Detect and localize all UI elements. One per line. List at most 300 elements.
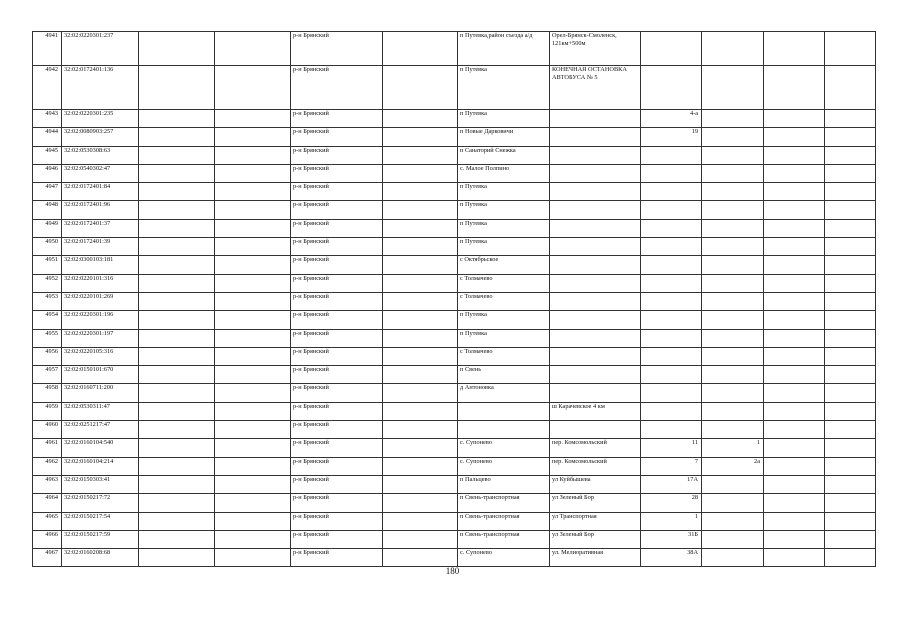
empty-cell bbox=[383, 512, 458, 530]
empty-cell bbox=[139, 475, 215, 493]
cadastral-number-cell: 32:02:0220301:196 bbox=[62, 311, 139, 329]
building-number-cell bbox=[702, 402, 764, 420]
house-number-cell: 31Б bbox=[641, 530, 702, 548]
house-number-cell: 38А bbox=[641, 549, 702, 567]
empty-cell bbox=[764, 274, 825, 292]
district-cell: р-н Брянский bbox=[291, 347, 383, 365]
district-cell: р-н Брянский bbox=[291, 549, 383, 567]
cadastral-number-cell: 32:02:0150217:59 bbox=[62, 530, 139, 548]
locality-cell: п Свень-транспортная bbox=[458, 494, 550, 512]
house-number-cell: 28 bbox=[641, 494, 702, 512]
locality-cell: с Октябрьское bbox=[458, 256, 550, 274]
locality-cell: п Свень-транспортная bbox=[458, 530, 550, 548]
registry-table-body bbox=[33, 32, 876, 567]
empty-cell bbox=[215, 219, 291, 237]
building-number-cell bbox=[702, 421, 764, 439]
empty-cell bbox=[764, 183, 825, 201]
district-cell: р-н Брянский bbox=[291, 32, 383, 66]
street-cell bbox=[550, 164, 641, 182]
empty-cell bbox=[215, 110, 291, 128]
row-number-cell: 4962 bbox=[33, 457, 62, 475]
empty-cell bbox=[215, 329, 291, 347]
cadastral-number-cell: 32:02:0220105:316 bbox=[62, 347, 139, 365]
empty-cell bbox=[383, 219, 458, 237]
street-cell: Орел-Брянск-Смоленск, 121км+500м bbox=[550, 32, 641, 66]
building-number-cell bbox=[702, 183, 764, 201]
table-row bbox=[33, 366, 876, 384]
empty-cell bbox=[215, 530, 291, 548]
empty-cell bbox=[383, 530, 458, 548]
row-number-cell: 4958 bbox=[33, 384, 62, 402]
table-row bbox=[33, 311, 876, 329]
row-number-cell: 4952 bbox=[33, 274, 62, 292]
empty-cell bbox=[139, 110, 215, 128]
table-row bbox=[33, 384, 876, 402]
table-row bbox=[33, 66, 876, 110]
cadastral-number-cell: 32:02:0160711:200 bbox=[62, 384, 139, 402]
empty-cell bbox=[764, 128, 825, 146]
building-number-cell bbox=[702, 219, 764, 237]
house-number-cell: 7 bbox=[641, 457, 702, 475]
empty-cell bbox=[383, 402, 458, 420]
cadastral-number-cell: 32:02:0160104:214 bbox=[62, 457, 139, 475]
empty-cell bbox=[764, 347, 825, 365]
locality-cell: п Путевка bbox=[458, 110, 550, 128]
locality-cell: с. Супонево bbox=[458, 457, 550, 475]
row-number-cell: 4961 bbox=[33, 439, 62, 457]
locality-cell: п Путевка bbox=[458, 311, 550, 329]
empty-cell bbox=[825, 256, 876, 274]
cadastral-number-cell: 32:02:0080903:257 bbox=[62, 128, 139, 146]
empty-cell bbox=[825, 530, 876, 548]
table-row bbox=[33, 530, 876, 548]
cadastral-number-cell: 32:02:0540302:47 bbox=[62, 164, 139, 182]
locality-cell: п Пальцево bbox=[458, 475, 550, 493]
table-row bbox=[33, 238, 876, 256]
empty-cell bbox=[215, 292, 291, 310]
row-number-cell: 4943 bbox=[33, 110, 62, 128]
page-number: 180 bbox=[445, 566, 460, 576]
empty-cell bbox=[215, 201, 291, 219]
building-number-cell bbox=[702, 164, 764, 182]
table-row bbox=[33, 402, 876, 420]
empty-cell bbox=[215, 32, 291, 66]
cadastral-number-cell: 32:02:0300103:181 bbox=[62, 256, 139, 274]
house-number-cell bbox=[641, 32, 702, 66]
empty-cell bbox=[825, 494, 876, 512]
row-number-cell: 4945 bbox=[33, 146, 62, 164]
district-cell: р-н Брянский bbox=[291, 311, 383, 329]
house-number-cell bbox=[641, 292, 702, 310]
district-cell: р-н Брянский bbox=[291, 494, 383, 512]
row-number-cell: 4963 bbox=[33, 475, 62, 493]
house-number-cell: 4-а bbox=[641, 110, 702, 128]
locality-cell: п Свень-транспортная bbox=[458, 512, 550, 530]
empty-cell bbox=[825, 146, 876, 164]
street-cell bbox=[550, 128, 641, 146]
empty-cell bbox=[383, 311, 458, 329]
cadastral-number-cell: 32:02:0220101:269 bbox=[62, 292, 139, 310]
building-number-cell: 1 bbox=[702, 439, 764, 457]
street-cell bbox=[550, 146, 641, 164]
cadastral-number-cell: 32:02:0251217:47 bbox=[62, 421, 139, 439]
building-number-cell bbox=[702, 256, 764, 274]
empty-cell bbox=[383, 366, 458, 384]
cadastral-number-cell: 32:02:0150101:670 bbox=[62, 366, 139, 384]
empty-cell bbox=[139, 530, 215, 548]
house-number-cell bbox=[641, 256, 702, 274]
building-number-cell bbox=[702, 494, 764, 512]
empty-cell bbox=[383, 201, 458, 219]
house-number-cell bbox=[641, 274, 702, 292]
cadastral-number-cell: 32:02:0150303:41 bbox=[62, 475, 139, 493]
street-cell: ш Карачевское 4 км bbox=[550, 402, 641, 420]
district-cell: р-н Брянский bbox=[291, 421, 383, 439]
empty-cell bbox=[764, 32, 825, 66]
table-row bbox=[33, 128, 876, 146]
cadastral-number-cell: 32:02:0172401:136 bbox=[62, 66, 139, 110]
building-number-cell bbox=[702, 475, 764, 493]
locality-cell: с. Малое Полпино bbox=[458, 164, 550, 182]
empty-cell bbox=[139, 494, 215, 512]
empty-cell bbox=[764, 256, 825, 274]
empty-cell bbox=[215, 256, 291, 274]
empty-cell bbox=[139, 421, 215, 439]
building-number-cell bbox=[702, 530, 764, 548]
registry-table bbox=[32, 31, 876, 567]
district-cell: р-н Брянский bbox=[291, 475, 383, 493]
empty-cell bbox=[825, 274, 876, 292]
empty-cell bbox=[383, 292, 458, 310]
table-row bbox=[33, 494, 876, 512]
empty-cell bbox=[383, 256, 458, 274]
house-number-cell: 11 bbox=[641, 439, 702, 457]
empty-cell bbox=[825, 366, 876, 384]
empty-cell bbox=[139, 512, 215, 530]
house-number-cell bbox=[641, 421, 702, 439]
locality-cell: п Путевка bbox=[458, 201, 550, 219]
table-row bbox=[33, 457, 876, 475]
house-number-cell: 1 bbox=[641, 512, 702, 530]
house-number-cell bbox=[641, 201, 702, 219]
cadastral-number-cell: 32:02:0172401:96 bbox=[62, 201, 139, 219]
row-number-cell: 4964 bbox=[33, 494, 62, 512]
district-cell: р-н Брянский bbox=[291, 439, 383, 457]
house-number-cell: 17А bbox=[641, 475, 702, 493]
empty-cell bbox=[139, 128, 215, 146]
district-cell: р-н Брянский bbox=[291, 457, 383, 475]
empty-cell bbox=[764, 219, 825, 237]
building-number-cell bbox=[702, 201, 764, 219]
empty-cell bbox=[825, 347, 876, 365]
row-number-cell: 4941 bbox=[33, 32, 62, 66]
empty-cell bbox=[139, 366, 215, 384]
empty-cell bbox=[215, 421, 291, 439]
building-number-cell bbox=[702, 66, 764, 110]
cadastral-number-cell: 32:02:0220301:197 bbox=[62, 329, 139, 347]
row-number-cell: 4950 bbox=[33, 238, 62, 256]
empty-cell bbox=[825, 421, 876, 439]
empty-cell bbox=[825, 292, 876, 310]
empty-cell bbox=[825, 457, 876, 475]
empty-cell bbox=[764, 549, 825, 567]
empty-cell bbox=[139, 201, 215, 219]
empty-cell bbox=[825, 402, 876, 420]
street-cell bbox=[550, 183, 641, 201]
empty-cell bbox=[139, 146, 215, 164]
empty-cell bbox=[764, 238, 825, 256]
empty-cell bbox=[825, 66, 876, 110]
row-number-cell: 4953 bbox=[33, 292, 62, 310]
empty-cell bbox=[825, 549, 876, 567]
empty-cell bbox=[383, 347, 458, 365]
empty-cell bbox=[825, 110, 876, 128]
row-number-cell: 4949 bbox=[33, 219, 62, 237]
cadastral-number-cell: 32:02:0150217:54 bbox=[62, 512, 139, 530]
cadastral-number-cell: 32:02:0172401:39 bbox=[62, 238, 139, 256]
table-row bbox=[33, 183, 876, 201]
empty-cell bbox=[139, 164, 215, 182]
house-number-cell bbox=[641, 164, 702, 182]
district-cell: р-н Брянский bbox=[291, 292, 383, 310]
table-row bbox=[33, 421, 876, 439]
locality-cell bbox=[458, 421, 550, 439]
cadastral-number-cell: 32:02:0530308:63 bbox=[62, 146, 139, 164]
empty-cell bbox=[139, 256, 215, 274]
house-number-cell bbox=[641, 183, 702, 201]
cadastral-number-cell: 32:02:0220301:237 bbox=[62, 32, 139, 66]
building-number-cell bbox=[702, 238, 764, 256]
building-number-cell bbox=[702, 128, 764, 146]
building-number-cell bbox=[702, 311, 764, 329]
empty-cell bbox=[825, 164, 876, 182]
empty-cell bbox=[139, 292, 215, 310]
building-number-cell bbox=[702, 384, 764, 402]
empty-cell bbox=[383, 384, 458, 402]
empty-cell bbox=[215, 274, 291, 292]
building-number-cell bbox=[702, 110, 764, 128]
street-cell: пер. Комсомольский bbox=[550, 457, 641, 475]
house-number-cell bbox=[641, 66, 702, 110]
locality-cell: с Толмачево bbox=[458, 274, 550, 292]
building-number-cell bbox=[702, 512, 764, 530]
empty-cell bbox=[139, 549, 215, 567]
empty-cell bbox=[764, 512, 825, 530]
cadastral-number-cell: 32:02:0220301:235 bbox=[62, 110, 139, 128]
empty-cell bbox=[139, 329, 215, 347]
house-number-cell bbox=[641, 329, 702, 347]
district-cell: р-н Брянский bbox=[291, 183, 383, 201]
empty-cell bbox=[383, 494, 458, 512]
table-row bbox=[33, 146, 876, 164]
empty-cell bbox=[764, 402, 825, 420]
empty-cell bbox=[139, 457, 215, 475]
empty-cell bbox=[825, 219, 876, 237]
empty-cell bbox=[383, 475, 458, 493]
locality-cell: с Толмачево bbox=[458, 347, 550, 365]
house-number-cell bbox=[641, 347, 702, 365]
row-number-cell: 4944 bbox=[33, 128, 62, 146]
empty-cell bbox=[215, 347, 291, 365]
empty-cell bbox=[139, 439, 215, 457]
empty-cell bbox=[825, 238, 876, 256]
street-cell bbox=[550, 366, 641, 384]
table-row bbox=[33, 475, 876, 493]
street-cell bbox=[550, 256, 641, 274]
empty-cell bbox=[825, 128, 876, 146]
street-cell bbox=[550, 274, 641, 292]
empty-cell bbox=[215, 311, 291, 329]
row-number-cell: 4966 bbox=[33, 530, 62, 548]
empty-cell bbox=[215, 384, 291, 402]
house-number-cell bbox=[641, 384, 702, 402]
building-number-cell bbox=[702, 549, 764, 567]
empty-cell bbox=[383, 32, 458, 66]
district-cell: р-н Брянский bbox=[291, 366, 383, 384]
empty-cell bbox=[215, 183, 291, 201]
empty-cell bbox=[764, 421, 825, 439]
street-cell bbox=[550, 329, 641, 347]
row-number-cell: 4960 bbox=[33, 421, 62, 439]
street-cell: КОНЕЧНАЯ ОСТАНОВКА АВТОБУСА № 5 bbox=[550, 66, 641, 110]
cadastral-number-cell: 32:02:0172401:37 bbox=[62, 219, 139, 237]
empty-cell bbox=[825, 475, 876, 493]
empty-cell bbox=[383, 238, 458, 256]
empty-cell bbox=[764, 311, 825, 329]
house-number-cell bbox=[641, 146, 702, 164]
locality-cell: п Путевка bbox=[458, 66, 550, 110]
district-cell: р-н Брянский bbox=[291, 146, 383, 164]
empty-cell bbox=[825, 32, 876, 66]
district-cell: р-н Брянский bbox=[291, 384, 383, 402]
district-cell: р-н Брянский bbox=[291, 402, 383, 420]
empty-cell bbox=[383, 128, 458, 146]
cadastral-number-cell: 32:02:0160104:540 bbox=[62, 439, 139, 457]
building-number-cell bbox=[702, 274, 764, 292]
street-cell bbox=[550, 201, 641, 219]
locality-cell: п Путевка bbox=[458, 219, 550, 237]
empty-cell bbox=[139, 274, 215, 292]
empty-cell bbox=[825, 183, 876, 201]
empty-cell bbox=[383, 274, 458, 292]
street-cell bbox=[550, 421, 641, 439]
empty-cell bbox=[764, 146, 825, 164]
building-number-cell bbox=[702, 347, 764, 365]
empty-cell bbox=[215, 475, 291, 493]
house-number-cell bbox=[641, 219, 702, 237]
empty-cell bbox=[383, 164, 458, 182]
district-cell: р-н Брянский bbox=[291, 201, 383, 219]
street-cell bbox=[550, 311, 641, 329]
empty-cell bbox=[139, 32, 215, 66]
empty-cell bbox=[139, 311, 215, 329]
empty-cell bbox=[139, 66, 215, 110]
locality-cell: с. Супонево bbox=[458, 439, 550, 457]
cadastral-number-cell: 32:02:0172401:84 bbox=[62, 183, 139, 201]
street-cell bbox=[550, 292, 641, 310]
empty-cell bbox=[825, 439, 876, 457]
street-cell: ул Транспортная bbox=[550, 512, 641, 530]
locality-cell: с Толмачево bbox=[458, 292, 550, 310]
district-cell: р-н Брянский bbox=[291, 66, 383, 110]
empty-cell bbox=[215, 66, 291, 110]
table-row bbox=[33, 329, 876, 347]
district-cell: р-н Брянский bbox=[291, 219, 383, 237]
building-number-cell bbox=[702, 292, 764, 310]
district-cell: р-н Брянский bbox=[291, 128, 383, 146]
empty-cell bbox=[383, 439, 458, 457]
table-row bbox=[33, 347, 876, 365]
table-row bbox=[33, 32, 876, 66]
street-cell bbox=[550, 219, 641, 237]
table-row bbox=[33, 512, 876, 530]
table-row bbox=[33, 292, 876, 310]
house-number-cell bbox=[641, 311, 702, 329]
cadastral-number-cell: 32:02:0530311:47 bbox=[62, 402, 139, 420]
empty-cell bbox=[764, 384, 825, 402]
empty-cell bbox=[764, 457, 825, 475]
table-row bbox=[33, 274, 876, 292]
empty-cell bbox=[825, 201, 876, 219]
building-number-cell bbox=[702, 32, 764, 66]
cadastral-number-cell: 32:02:0150217:72 bbox=[62, 494, 139, 512]
empty-cell bbox=[764, 530, 825, 548]
empty-cell bbox=[825, 329, 876, 347]
empty-cell bbox=[215, 146, 291, 164]
empty-cell bbox=[215, 494, 291, 512]
locality-cell: д Антоновка bbox=[458, 384, 550, 402]
empty-cell bbox=[383, 110, 458, 128]
locality-cell: п Путевка,район съезда а/д bbox=[458, 32, 550, 66]
house-number-cell bbox=[641, 238, 702, 256]
row-number-cell: 4948 bbox=[33, 201, 62, 219]
empty-cell bbox=[764, 66, 825, 110]
row-number-cell: 4946 bbox=[33, 164, 62, 182]
building-number-cell bbox=[702, 146, 764, 164]
empty-cell bbox=[764, 366, 825, 384]
house-number-cell bbox=[641, 366, 702, 384]
district-cell: р-н Брянский bbox=[291, 110, 383, 128]
empty-cell bbox=[215, 164, 291, 182]
district-cell: р-н Брянский bbox=[291, 164, 383, 182]
table-row bbox=[33, 256, 876, 274]
building-number-cell bbox=[702, 366, 764, 384]
cadastral-number-cell: 32:02:0220101:316 bbox=[62, 274, 139, 292]
street-cell: ул Куйбышева bbox=[550, 475, 641, 493]
empty-cell bbox=[139, 219, 215, 237]
empty-cell bbox=[764, 292, 825, 310]
empty-cell bbox=[764, 201, 825, 219]
row-number-cell: 4955 bbox=[33, 329, 62, 347]
table-row bbox=[33, 439, 876, 457]
house-number-cell bbox=[641, 402, 702, 420]
district-cell: р-н Брянский bbox=[291, 329, 383, 347]
empty-cell bbox=[215, 457, 291, 475]
row-number-cell: 4942 bbox=[33, 66, 62, 110]
empty-cell bbox=[764, 475, 825, 493]
district-cell: р-н Брянский bbox=[291, 274, 383, 292]
table-row bbox=[33, 201, 876, 219]
empty-cell bbox=[215, 549, 291, 567]
row-number-cell: 4965 bbox=[33, 512, 62, 530]
locality-cell: п Путевка bbox=[458, 183, 550, 201]
locality-cell: п Путевка bbox=[458, 329, 550, 347]
empty-cell bbox=[764, 439, 825, 457]
district-cell: р-н Брянский bbox=[291, 256, 383, 274]
empty-cell bbox=[215, 366, 291, 384]
empty-cell bbox=[139, 347, 215, 365]
row-number-cell: 4951 bbox=[33, 256, 62, 274]
